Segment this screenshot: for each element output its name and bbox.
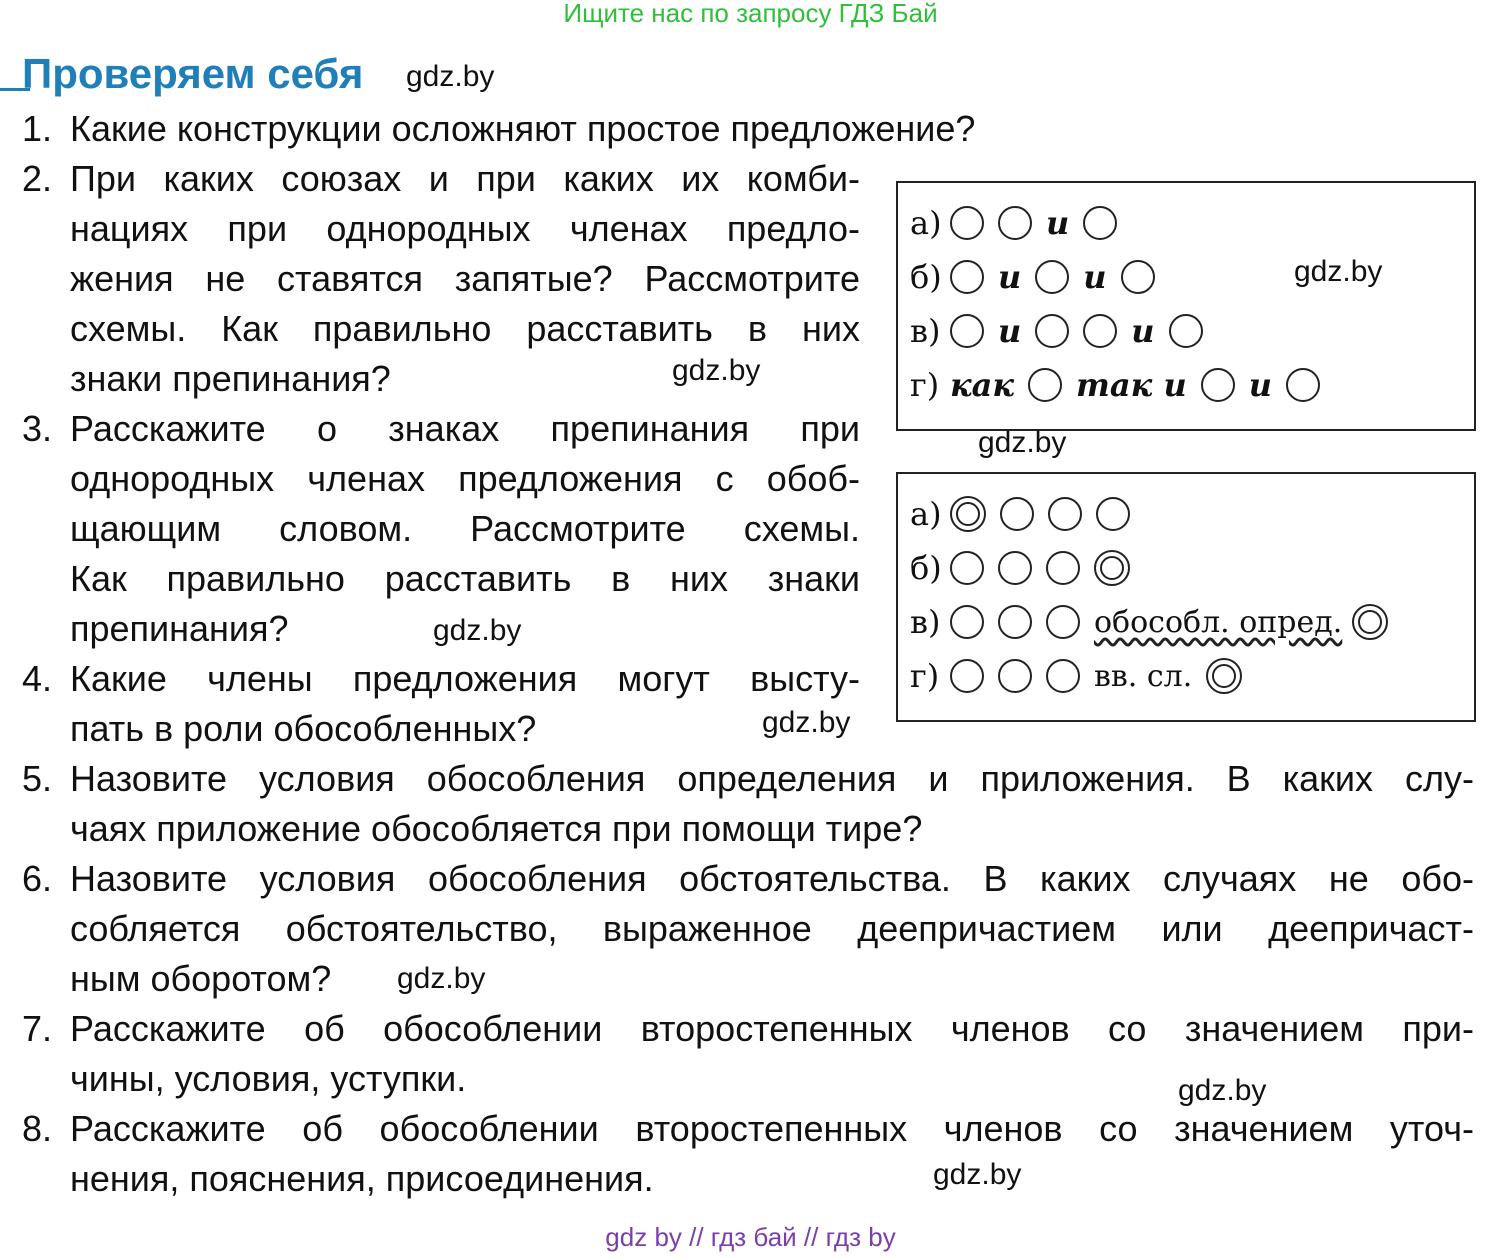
circle-icon xyxy=(950,605,984,639)
circle-icon xyxy=(1028,368,1062,402)
question-number: 6. xyxy=(22,858,53,899)
question-text: Назовите условия обособления обстоятельства. В каких случаях не обо- xyxy=(70,858,1474,899)
question-number: 2. xyxy=(22,158,53,199)
scheme-label: г) xyxy=(910,366,940,404)
question-text: нациях при однородных членах предло- xyxy=(70,208,860,249)
circle-icon xyxy=(1201,368,1235,402)
circle-icon xyxy=(1083,314,1117,348)
footer-watermark: gdz by // гдз бай // гдз by xyxy=(605,1222,896,1252)
watermark: gdz.by xyxy=(762,706,851,739)
conjunction-word: и xyxy=(998,312,1022,350)
question-text: жения не ставятся запятые? Рассмотрите xyxy=(70,258,860,299)
question-text: Расскажите об обособлении второстепенных членов со значением уточ- xyxy=(70,1108,1474,1149)
question-text: Расскажите об обособлении второстепенных членов со значением при- xyxy=(70,1008,1474,1049)
watermark: gdz.by xyxy=(978,426,1067,459)
circle-icon xyxy=(1046,551,1080,585)
question-text: При каких союзах и при каких их комби- xyxy=(70,158,860,199)
scheme-row xyxy=(910,203,1131,243)
scheme-label: а) xyxy=(910,495,942,533)
circle-icon xyxy=(1035,314,1069,348)
watermark: gdz.by xyxy=(672,354,761,387)
question-text: Назовите условия обособления определения и приложения. В каких слу- xyxy=(70,758,1474,799)
detached-attribute-label: обособл. опред. xyxy=(1094,604,1343,640)
circle-icon xyxy=(1046,659,1080,693)
circle-icon xyxy=(1169,314,1203,348)
circle-icon xyxy=(950,206,984,240)
conjunction-word: как xyxy=(950,366,1015,404)
circle-icon xyxy=(950,260,984,294)
conjunction-word: и xyxy=(998,258,1022,296)
question-text: Какие конструкции осложняют простое предложение? xyxy=(70,108,976,149)
circle-icon xyxy=(1035,260,1069,294)
circle-icon xyxy=(1121,260,1155,294)
circle-icon xyxy=(950,551,984,585)
question-number: 3. xyxy=(22,408,53,449)
question-text: нения, пояснения, присоединения. xyxy=(70,1158,654,1199)
question-text: собляется обстоятельство, выраженное деепричастием или деепричаст- xyxy=(70,908,1474,949)
scheme-row xyxy=(910,656,1256,696)
question-number: 8. xyxy=(22,1108,53,1149)
question-text: Какие члены предложения могут высту- xyxy=(70,658,860,699)
conjunction-word: и xyxy=(1083,258,1107,296)
question-text: ным оборотом? xyxy=(70,958,332,999)
page-title: Проверяем себя xyxy=(22,50,364,97)
question-number: 5. xyxy=(22,758,53,799)
scheme-row xyxy=(910,257,1169,297)
scheme-row xyxy=(910,365,1334,405)
circle-icon xyxy=(950,659,984,693)
scheme-label: в) xyxy=(910,312,941,350)
scheme-box-generalizing-word xyxy=(896,472,1476,722)
scheme-label: а) xyxy=(910,204,942,242)
double-circle-icon xyxy=(1206,658,1242,694)
watermark: gdz.by xyxy=(433,614,522,647)
conjunction-word: и xyxy=(1131,312,1155,350)
circle-icon xyxy=(1000,497,1034,531)
question-text: препинания? xyxy=(70,608,289,649)
circle-icon xyxy=(1046,605,1080,639)
watermark: gdz.by xyxy=(397,962,486,995)
question-number: 1. xyxy=(22,108,53,149)
double-circle-icon xyxy=(1352,604,1388,640)
circle-icon xyxy=(998,206,1032,240)
circle-icon xyxy=(1048,497,1082,531)
scheme-box-conjunctions xyxy=(896,181,1476,431)
circle-icon xyxy=(950,314,984,348)
circle-icon xyxy=(1096,497,1130,531)
question-text: чаях приложение обособляется при помощи тире? xyxy=(70,808,923,849)
question-number: 7. xyxy=(22,1008,53,1049)
question-text: пать в роли обособленных? xyxy=(70,708,537,749)
watermark: gdz.by xyxy=(406,60,495,93)
scheme-row xyxy=(910,548,1144,588)
question-text: Расскажите о знаках препинания при xyxy=(70,408,860,449)
double-circle-icon xyxy=(950,496,986,532)
scheme-row xyxy=(910,494,1144,534)
question-text: щающим словом. Рассмотрите схемы. xyxy=(70,508,860,549)
circle-icon xyxy=(998,659,1032,693)
question-text: Как правильно расставить в них знаки xyxy=(70,558,860,599)
introductory-word-label: вв. сл. xyxy=(1094,658,1193,694)
circle-icon xyxy=(998,551,1032,585)
double-circle-icon xyxy=(1094,550,1130,586)
scheme-label: б) xyxy=(910,258,942,296)
circle-icon xyxy=(1083,206,1117,240)
scheme-row xyxy=(910,602,1402,642)
conjunction-word: так и xyxy=(1076,366,1187,404)
scheme-row xyxy=(910,311,1217,351)
scheme-label: б) xyxy=(910,549,942,587)
question-text: знаки препинания? xyxy=(70,358,391,399)
watermark: gdz.by xyxy=(933,1158,1022,1191)
question-text: чины, условия, уступки. xyxy=(70,1058,467,1099)
circle-icon xyxy=(1286,368,1320,402)
watermark: gdz.by xyxy=(1178,1074,1267,1107)
watermark: gdz.by xyxy=(1294,255,1383,288)
conjunction-word: и xyxy=(1046,204,1070,242)
conjunction-word: и xyxy=(1248,366,1272,404)
question-number: 4. xyxy=(22,658,53,699)
scheme-label: г) xyxy=(910,657,940,695)
scheme-label: в) xyxy=(910,603,941,641)
top-banner: Ищите нас по запросу ГДЗ Бай xyxy=(563,0,938,28)
circle-icon xyxy=(998,605,1032,639)
question-text: однородных членах предложения с обоб- xyxy=(70,458,860,499)
question-text: схемы. Как правильно расставить в них xyxy=(70,308,860,349)
